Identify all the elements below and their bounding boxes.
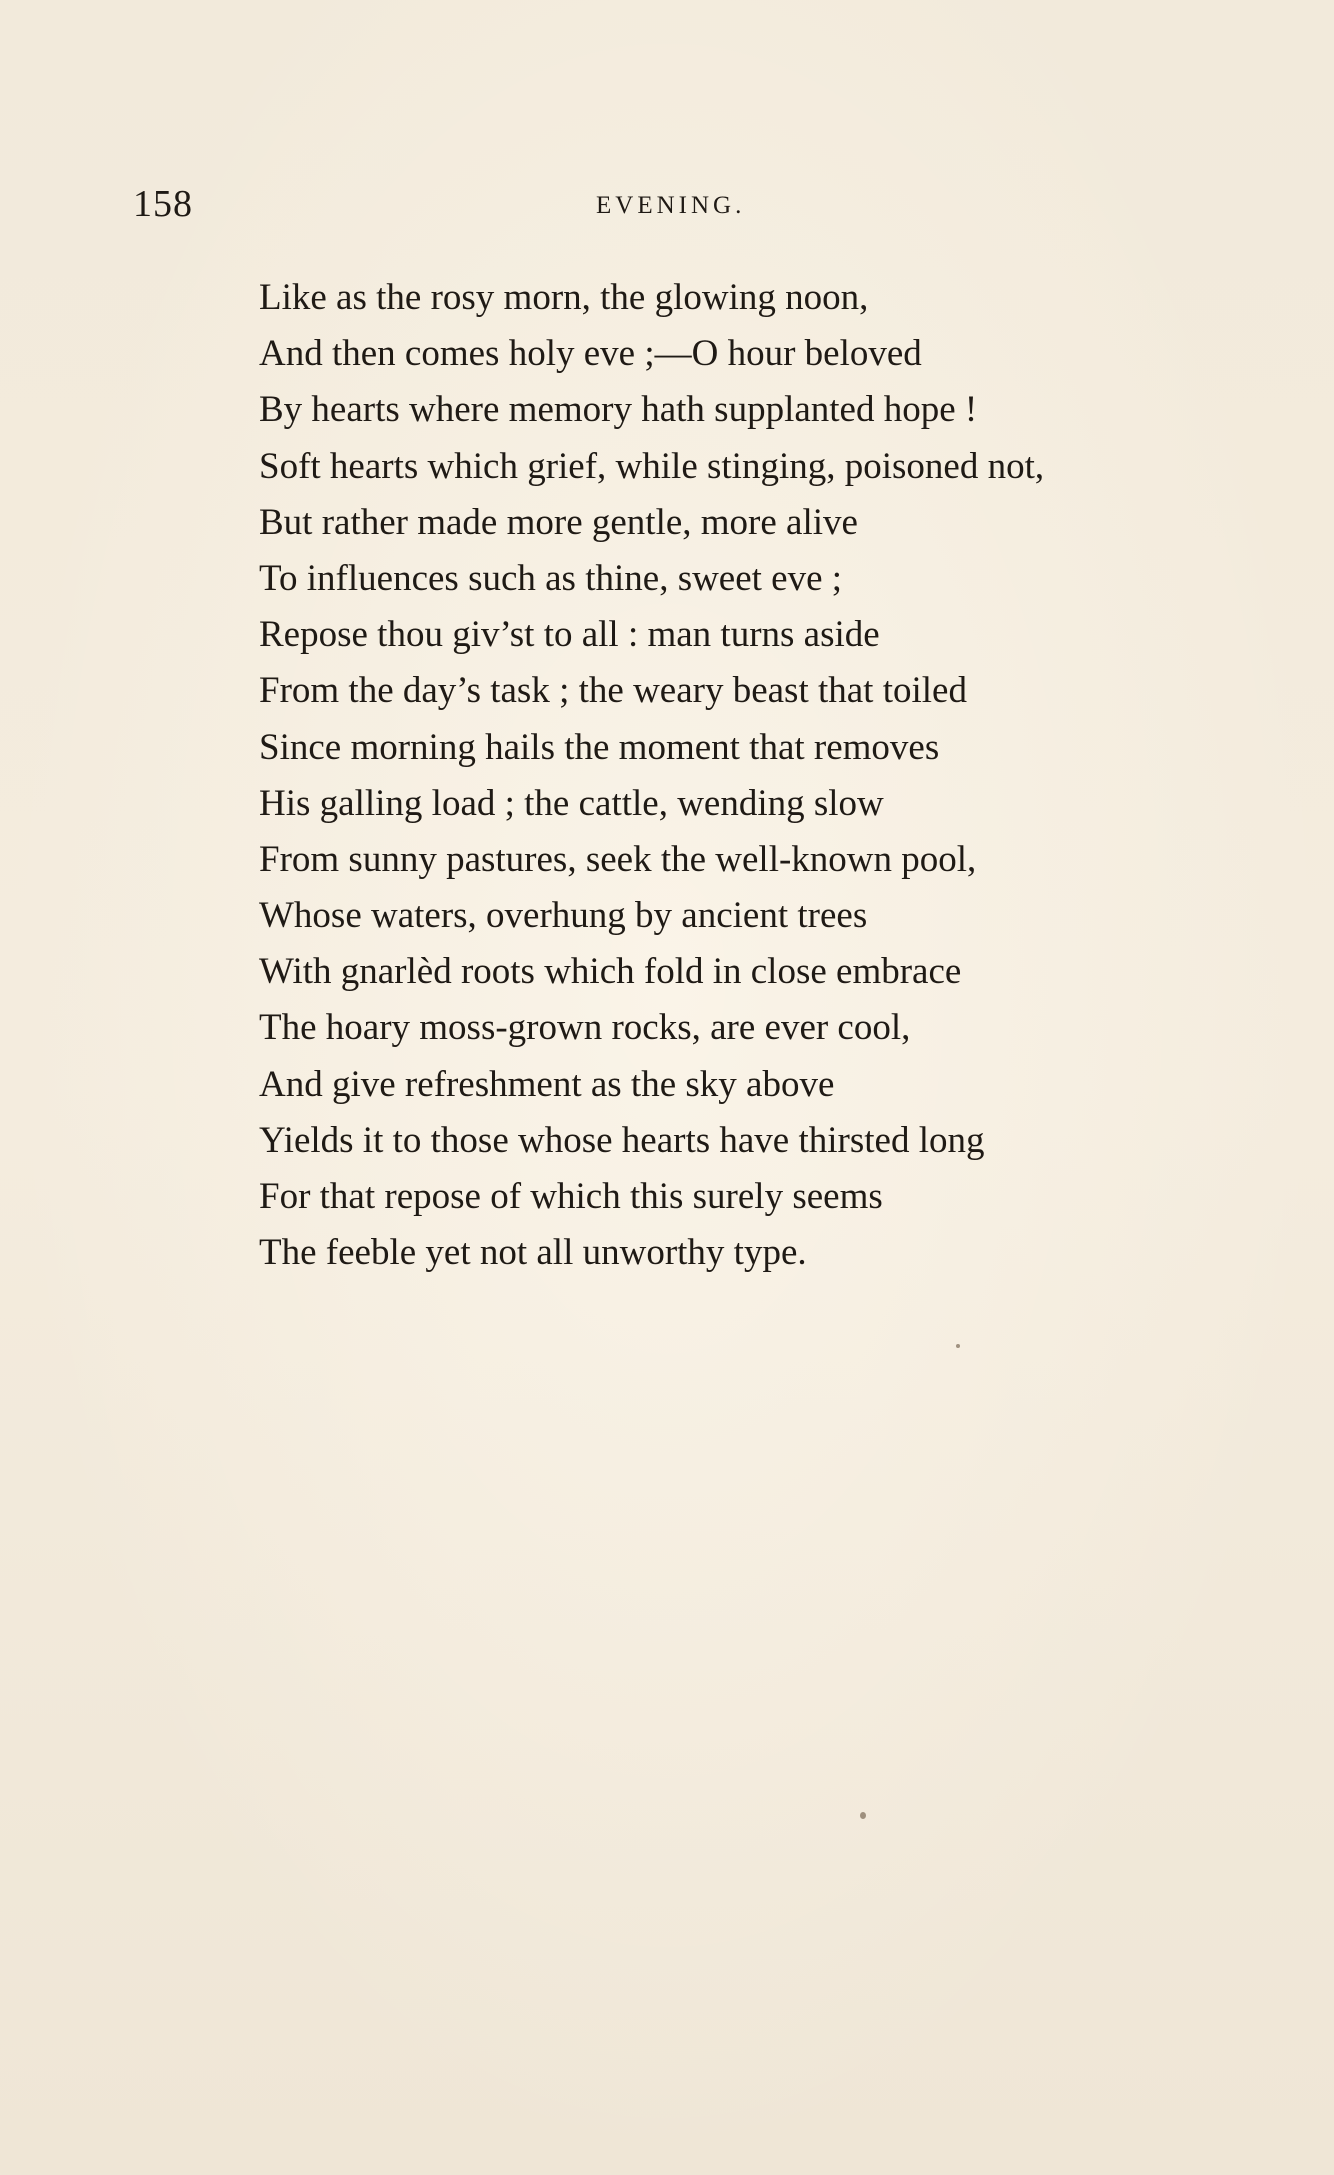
verse-line: The hoary moss-grown rocks, are ever cool, <box>259 1007 911 1049</box>
verse-line: But rather made more gentle, more alive <box>259 501 858 543</box>
verse-line: By hearts where memory hath supplanted hope ! <box>259 389 978 431</box>
verse-line: Soft hearts which grief, while stinging, poisoned not, <box>259 445 1045 487</box>
verse-line: From the day’s task ; the weary beast that toiled <box>259 670 967 712</box>
verse-line: Yields it to those whose hearts have thirsted long <box>259 1119 985 1161</box>
verse-line: And give refreshment as the sky above <box>259 1063 835 1105</box>
verse-line: For that repose of which this surely seems <box>259 1176 883 1217</box>
page-number: 158 <box>133 183 193 225</box>
verse-line: To influences such as thine, sweet eve ; <box>259 557 843 599</box>
verse-line: Whose waters, overhung by ancient trees <box>259 895 868 937</box>
paper-speck <box>956 1344 960 1348</box>
poem-text <box>259 270 1259 1281</box>
verse-line: The feeble yet not all unworthy type. <box>259 1232 807 1274</box>
verse-line: From sunny pastures, seek the well-known pool, <box>259 838 977 880</box>
verse-line: Since morning hails the moment that removes <box>259 726 940 768</box>
verse-line: Repose thou giv’st to all : man turns aside <box>259 614 880 656</box>
verse-line: With gnarlèd roots which fold in close embrace <box>259 951 962 993</box>
verse-line: Like as the rosy morn, the glowing noon, <box>259 277 869 318</box>
running-head: EVENING. <box>596 192 746 219</box>
verse-line: And then comes holy eve ;—O hour beloved <box>259 333 922 375</box>
paper-speck <box>860 1812 866 1819</box>
verse-line: His galling load ; the cattle, wending slow <box>259 782 884 824</box>
